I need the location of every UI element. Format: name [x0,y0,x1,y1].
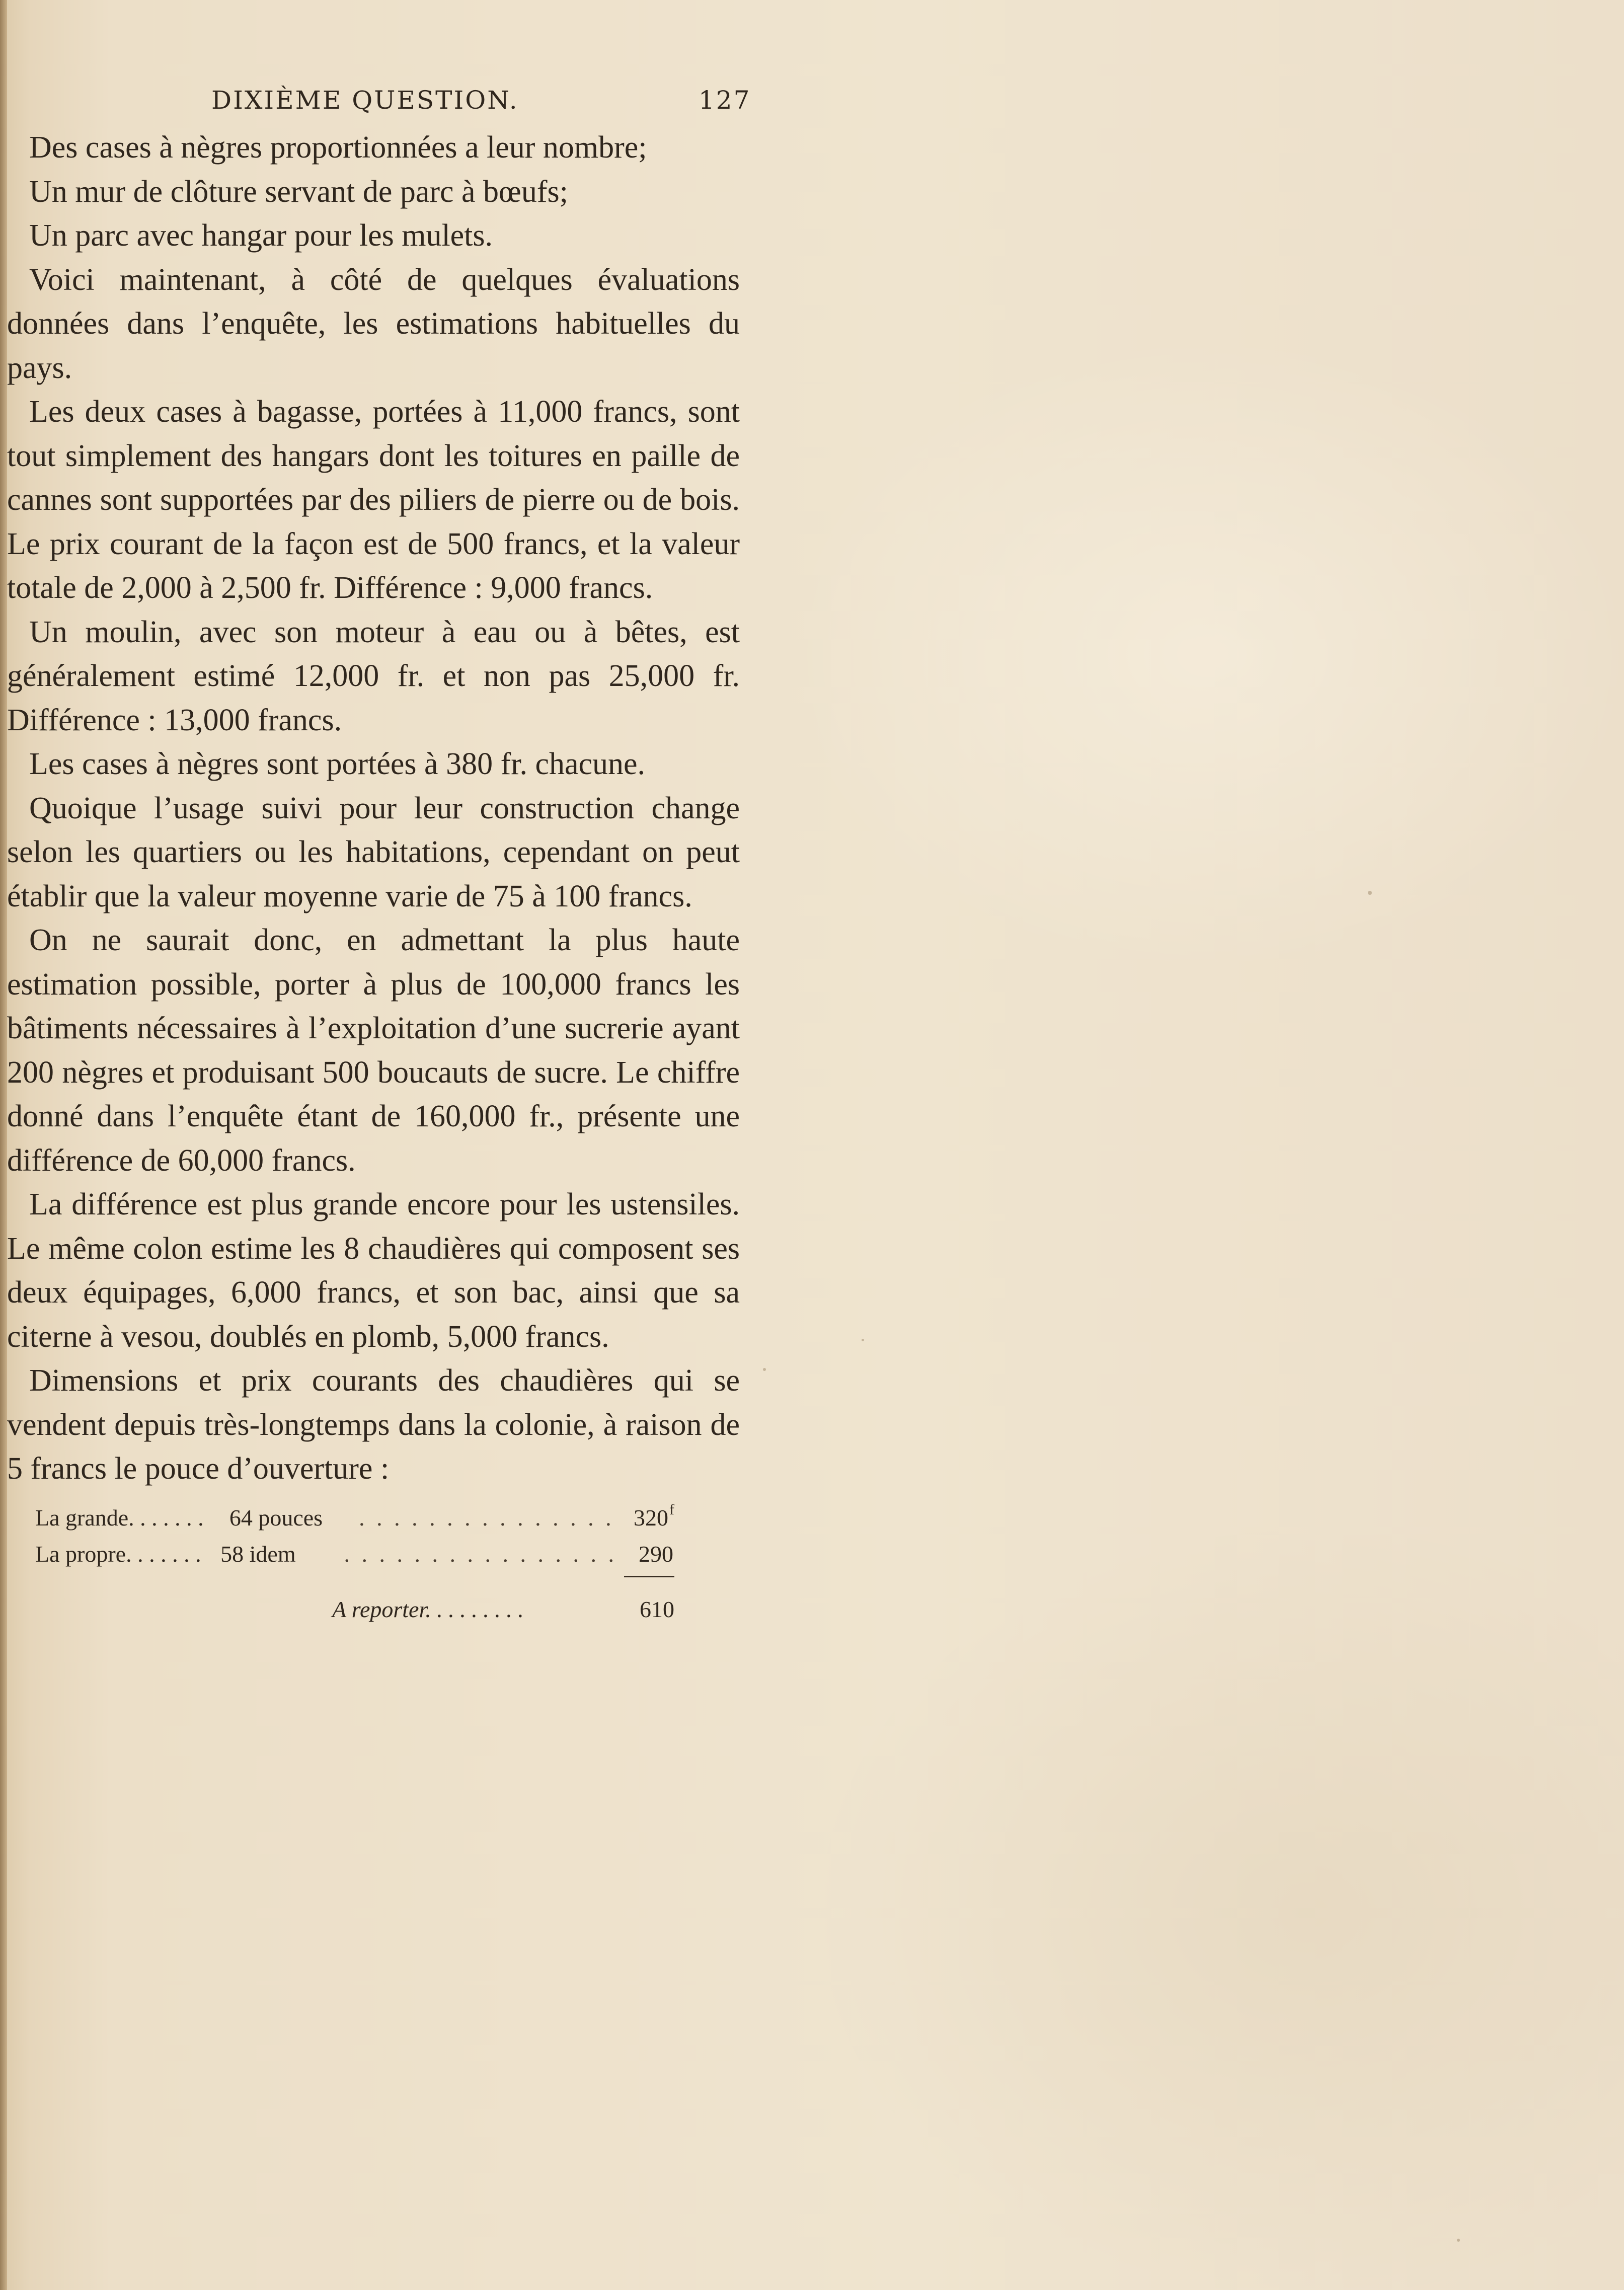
paragraph: Des cases à nègres proportionnées a leur nombre; [29,130,647,165]
paper-spot [1457,2239,1460,2242]
currency-mark: f [669,1501,674,1518]
paper-spot [862,1339,864,1341]
page-number: 127 [699,86,751,115]
table-row [35,1538,674,1571]
paragraph: Un mur de clôture servant de parc à bœufs; [29,174,568,209]
paragraph: On ne saurait donc, en admettant la plus haute estimation possible, porter à plus de 100,000 francs les bâtiments nécessaires à l’exploitation d’une sucrerie ayant 200 nègres et produisant 500 boucauts de sucre. Le chiffre donné dans l’enquête étant de 160,000 fr., présente une différence de 60,000 francs. [7,923,740,1178]
dot-leaders: . . . . . . . . . . . . . . . [359,1504,614,1531]
row-amount [614,1501,674,1531]
dot-leaders: . . . . . . . . . . . . . . . . [344,1541,617,1567]
paper-spot [1368,891,1372,895]
row-quantity: 58 idem [220,1541,296,1567]
paragraph: Les cases à nègres sont portées à 380 fr. chacune. [29,747,646,781]
paragraph: Dimensions et prix courants des chaudières qui se vendent depuis très-longtemps dans la colonie, à raison de 5 francs le pouce d’ouverture : [7,1363,740,1486]
paper-spot [763,1368,766,1371]
row-quantity: 64 pouces [229,1504,323,1531]
carry-label: A reporter. . . . . . . . . [332,1596,524,1622]
paragraph: La différence est plus grande encore pour les ustensiles. Le même colon estime les 8 chaudières qui composent ses deux équipages, 6,000 francs, et son bac, ainsi que sa citerne à vesou, doublés en plomb, 5,000 francs. [7,1187,740,1354]
table-row [35,1501,674,1535]
price-table [0,1501,740,1637]
sum-rule [624,1576,674,1577]
running-head [0,81,751,131]
paragraph: Quoique l’usage suivi pour leur construction change selon les quartiers ou les habitations, cependant on peut établir que la valeur moyenne varie de 75 à 100 francs. [7,791,740,913]
text-column [0,81,751,1637]
carry-forward-row [332,1596,674,1629]
chapter-title: DIXIÈME QUESTION. [211,86,519,115]
row-label: La propre. . . . . . . [35,1541,201,1567]
row-amount [617,1538,674,1567]
paragraph: Un parc avec hangar pour les mulets. [29,218,493,253]
body-text [0,126,740,1491]
paragraph: Les deux cases à bagasse, portées à 11,000 francs, sont tout simplement des hangars dont les toitures en paille de cannes sont supportées par des piliers de pierre ou de bois. Le prix courant de la façon est de 500 francs, et la valeur totale de 2,000 à 2,500 fr. Différence : 9,000 francs. [7,395,740,605]
paragraph: Un moulin, avec son moteur à eau ou à bêtes, est généralement estimé 12,000 fr. et non pas 25,000 fr. Différence : 13,000 francs. [7,615,740,737]
carry-amount: 610 [640,1596,674,1622]
amount-value: 320 [634,1504,668,1531]
row-label: La grande. . . . . . . [35,1504,204,1531]
paragraph: Voici maintenant, à côté de quelques évaluations données dans l’enquête, les estimations habituelles du pays. [7,262,740,385]
amount-value: 290 [639,1541,673,1567]
